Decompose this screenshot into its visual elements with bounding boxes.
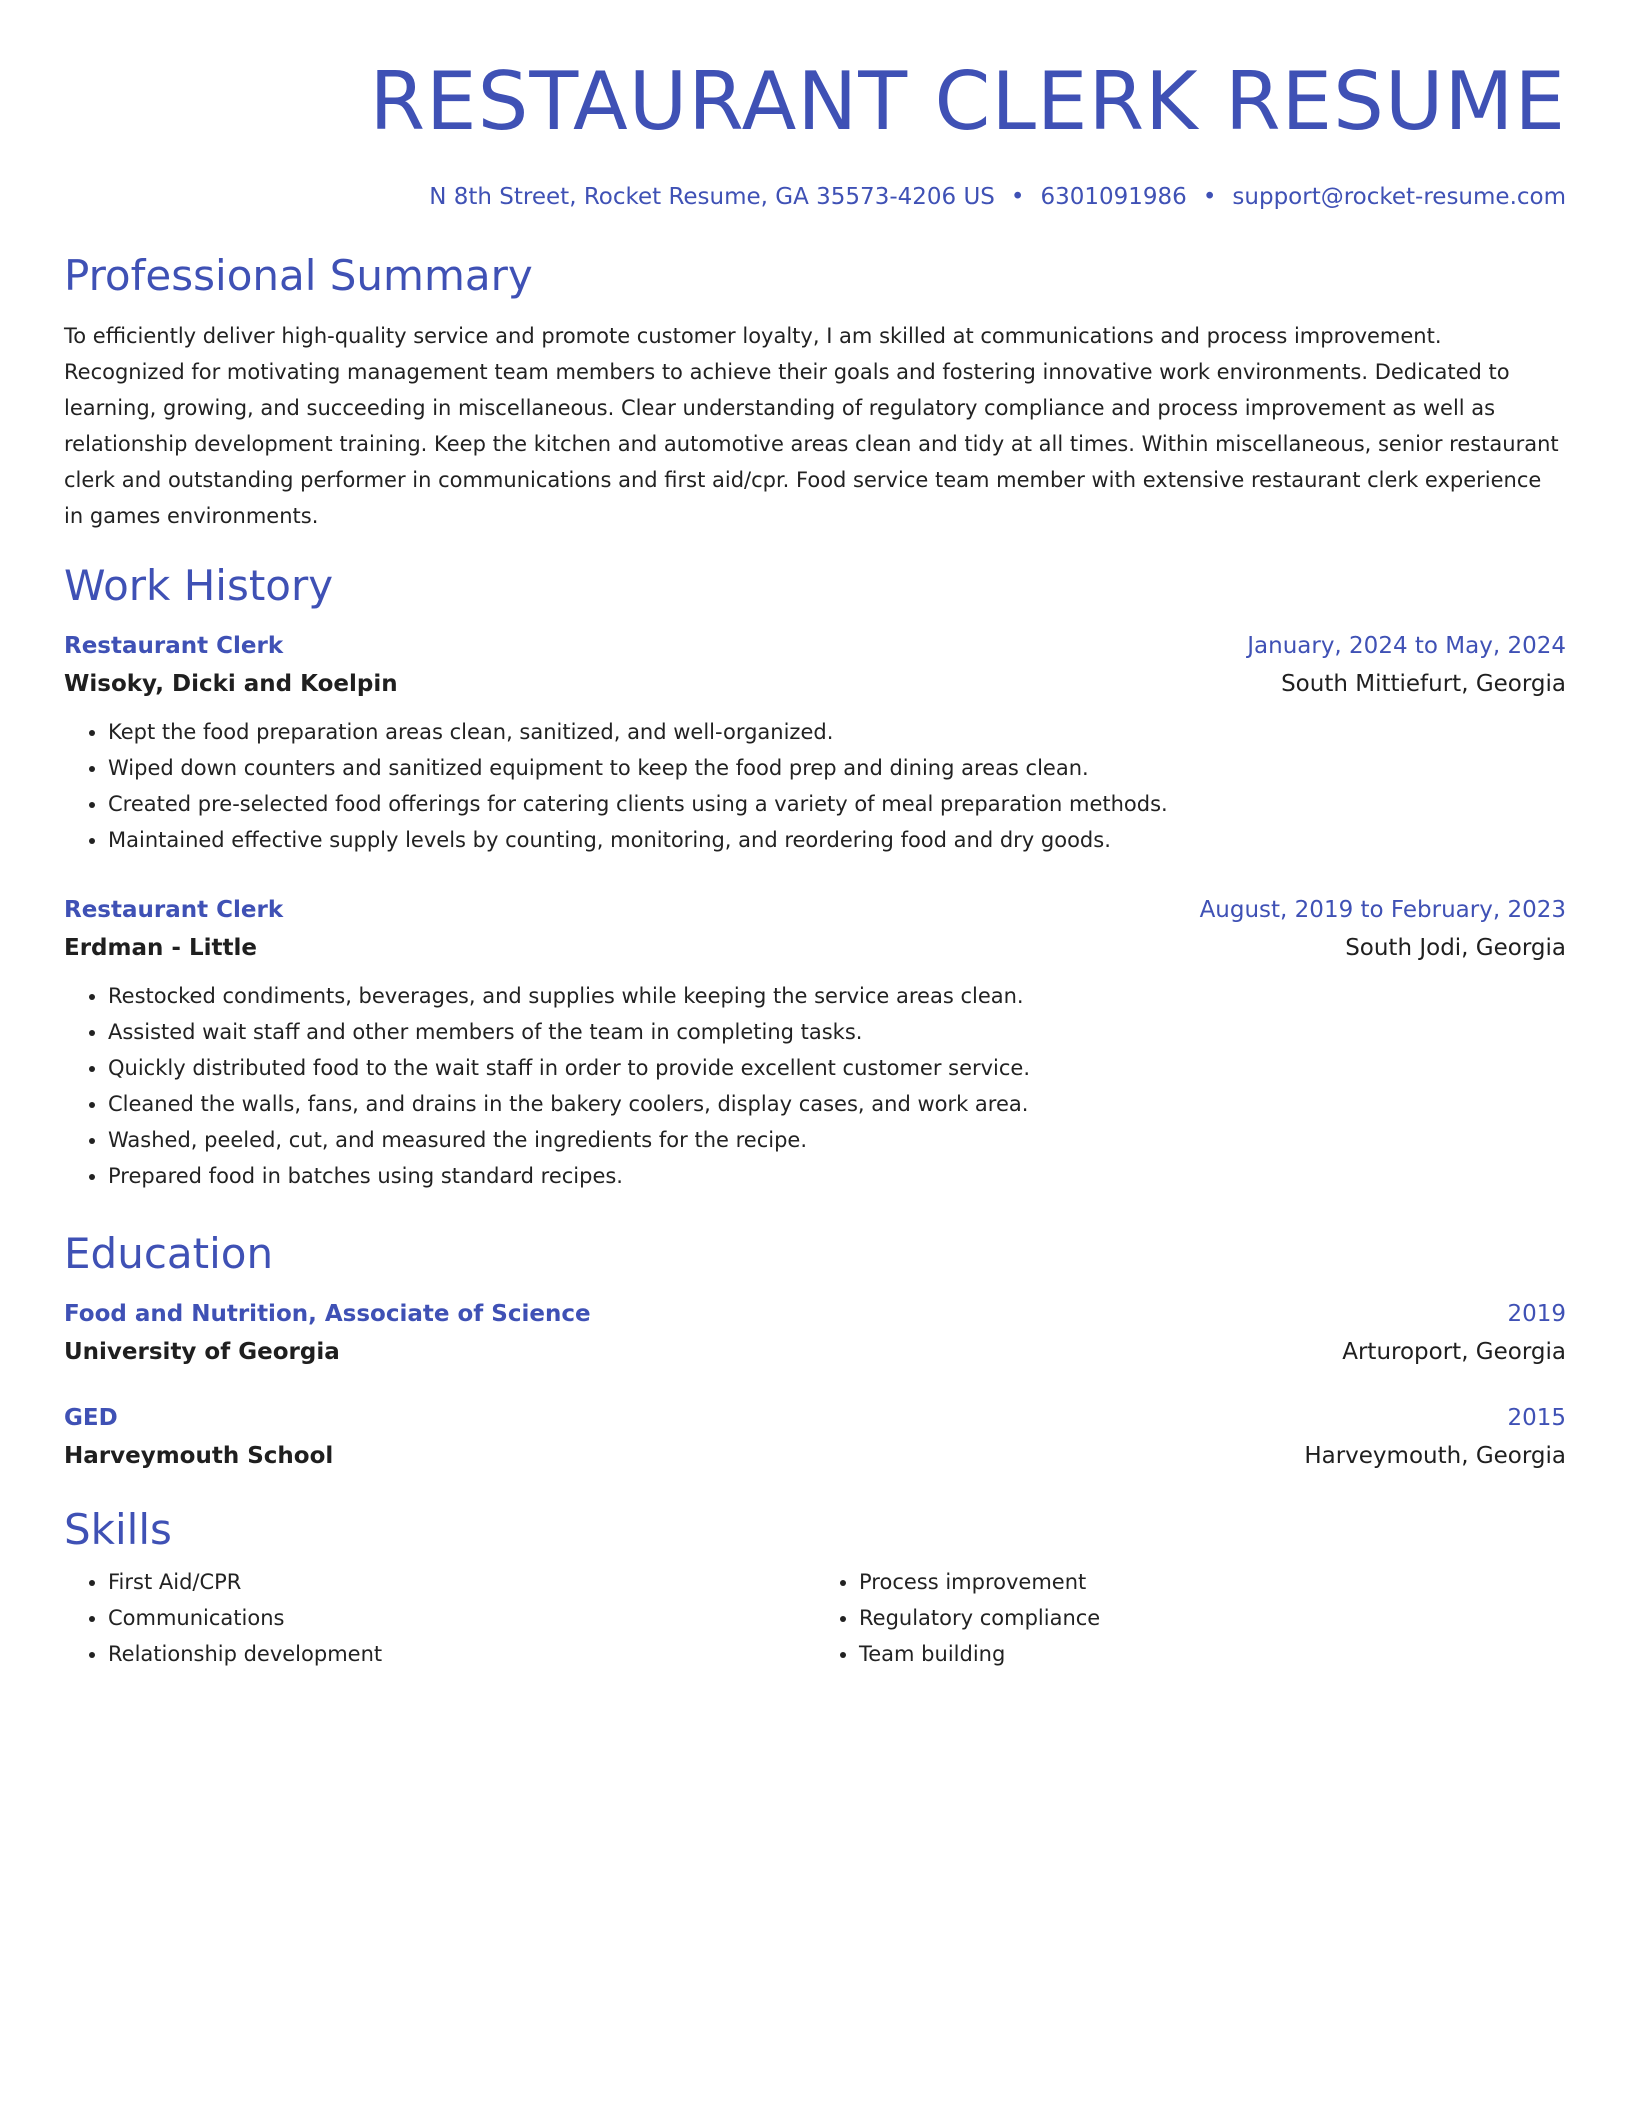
job-duty: • Created pre-selected food offerings for catering clients using a variety of meal preparation methods. (108, 786, 1566, 822)
education-degree: Food and Nutrition, Associate of Science (64, 1301, 591, 1327)
resume-title: RESTAURANT CLERK RESUME (369, 55, 1566, 148)
education-entry (64, 1400, 1566, 1476)
skill-item: • Communications (108, 1600, 815, 1636)
job-duty: • Cleaned the walls, fans, and drains in the bakery coolers, display cases, and work area. (108, 1086, 1566, 1122)
job-duty: • Quickly distributed food to the wait staff in order to provide excellent customer service. (108, 1050, 1566, 1086)
job-duty: • Washed, peeled, cut, and measured the ingredients for the recipe. (108, 1122, 1566, 1158)
job-role: Restaurant Clerk (64, 633, 284, 659)
job-dates: August, 2019 to February, 2023 (1199, 897, 1566, 923)
job-role: Restaurant Clerk (64, 897, 284, 923)
work-history-heading: Work History (64, 561, 334, 610)
resume-page (64, 50, 1566, 1672)
skill-item: • First Aid/CPR (108, 1564, 815, 1600)
job-location: South Jodi, Georgia (1345, 935, 1566, 961)
job-duty: • Prepared food in batches using standard recipes. (108, 1158, 1566, 1194)
contact-phone: 6301091986 (1040, 184, 1187, 210)
summary-heading: Professional Summary (64, 251, 533, 300)
skills-grid (64, 1564, 1566, 1672)
education-school: Harveymouth School (64, 1443, 334, 1469)
skills-heading: Skills (64, 1505, 172, 1554)
education-year: 2015 (1507, 1405, 1566, 1431)
education-year: 2019 (1507, 1301, 1566, 1327)
job-duty: • Maintained effective supply levels by counting, monitoring, and reordering food and dry goods. (108, 822, 1566, 858)
job-company: Erdman - Little (64, 935, 257, 961)
education-degree: GED (64, 1405, 118, 1431)
job-duty: • Assisted wait staff and other members of the team in completing tasks. (108, 1014, 1566, 1050)
skill-item: • Team building (859, 1636, 1566, 1672)
education-heading: Education (64, 1229, 274, 1278)
resume-header (64, 50, 1566, 212)
education-location: Arturoport, Georgia (1342, 1339, 1566, 1365)
job-company: Wisoky, Dicki and Koelpin (64, 671, 398, 697)
skills-list-right (815, 1564, 1566, 1672)
contact-address: N 8th Street, Rocket Resume, GA 35573-4206 US (429, 184, 995, 210)
skill-item: • Process improvement (859, 1564, 1566, 1600)
job-duty: • Kept the food preparation areas clean, sanitized, and well-organized. (108, 714, 1566, 750)
job-duties (64, 978, 1566, 1194)
job-location: South Mittiefurt, Georgia (1281, 671, 1566, 697)
job-dates: January, 2024 to May, 2024 (1247, 633, 1566, 659)
contact-separator: • (1010, 184, 1025, 210)
contact-separator: • (1202, 184, 1217, 210)
job-duty: • Restocked condiments, beverages, and supplies while keeping the service areas clean. (108, 978, 1566, 1014)
skills-list-left (64, 1564, 815, 1672)
education-entry (64, 1296, 1566, 1372)
job-duties (64, 714, 1566, 858)
skill-item: • Regulatory compliance (859, 1600, 1566, 1636)
summary-text: To efficiently deliver high-quality service and promote customer loyalty, I am skilled at communications and process improvement. Recognized for motivating management team members to achieve their goals and fostering innovative work environments. Dedicated to learning, growing, and succeeding in miscellaneous. Clear understanding of regulatory compliance and process improvement as well as relationship development training. Keep the kitchen and automotive areas clean and tidy at all times. Within miscellaneous, senior restaurant clerk and outstanding performer in communications and first aid/cpr. Food service team member with extensive restaurant clerk experience in games environments. (64, 324, 1559, 528)
job-entry (64, 892, 1566, 1194)
skill-item: • Relationship development (108, 1636, 815, 1672)
contact-line (64, 182, 1566, 212)
job-duty: • Wiped down counters and sanitized equipment to keep the food prep and dining areas clean. (108, 750, 1566, 786)
education-location: Harveymouth, Georgia (1304, 1443, 1566, 1469)
job-entry (64, 628, 1566, 858)
contact-email: support@rocket-resume.com (1232, 184, 1566, 210)
education-school: University of Georgia (64, 1339, 340, 1365)
